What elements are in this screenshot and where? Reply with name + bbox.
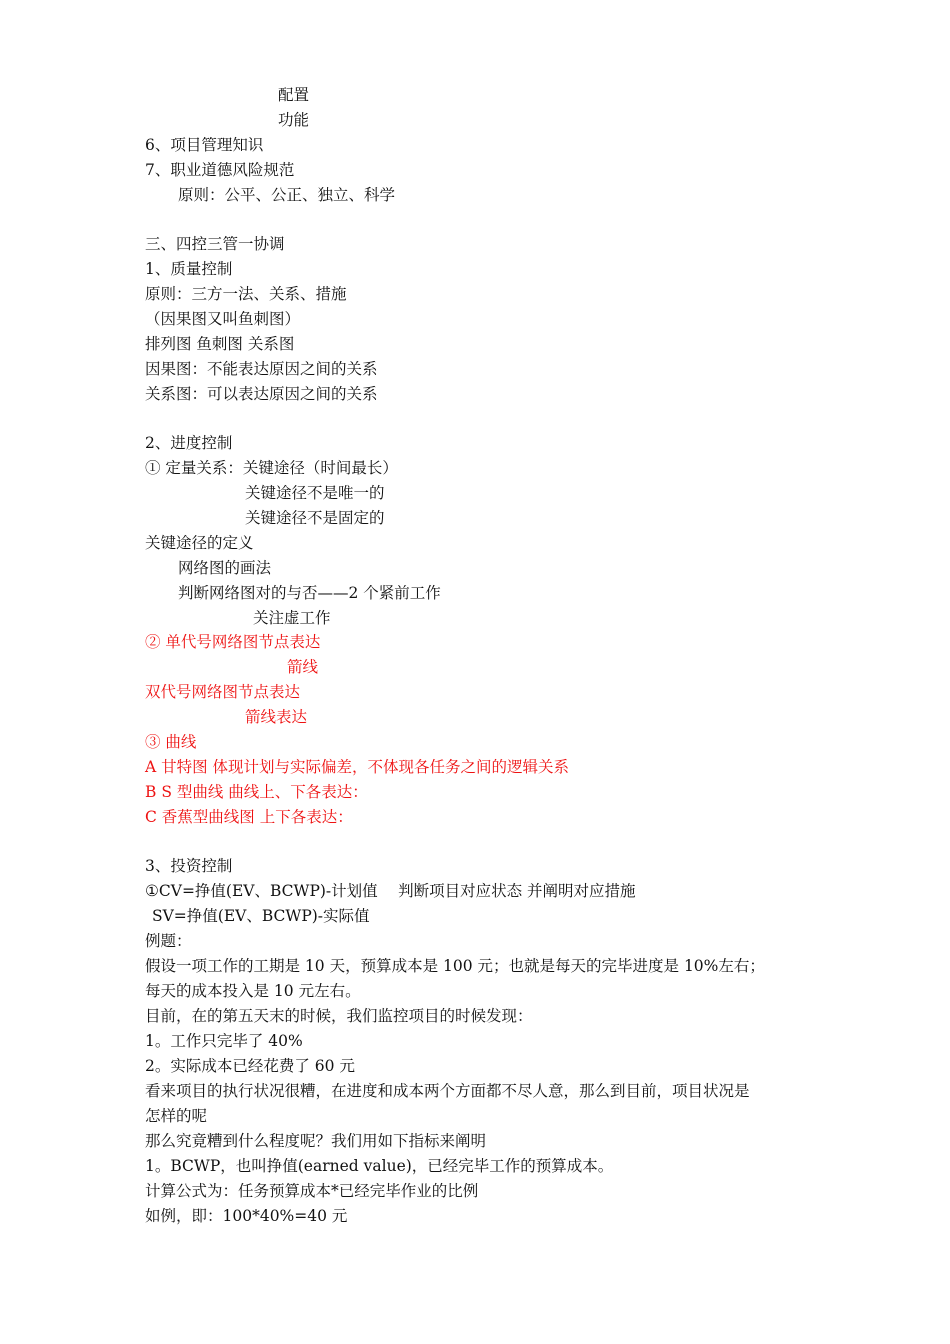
text-line: 关键途径不是唯一的 [245,484,385,502]
text-line: 2、进度控制 [145,434,233,452]
text-line: 排列图 鱼刺图 关系图 [145,335,295,353]
text-line: 怎样的呢 [145,1107,208,1125]
text-line: 因果图：不能表达原因之间的关系 [145,360,378,378]
text-line-highlight: 双代号网络图节点表达 [145,683,301,701]
text-line-highlight: 箭线表达 [245,708,308,726]
text-line: 3、投资控制 [145,857,233,875]
text-line: 网络图的画法 [178,559,272,577]
text-line: ①CV=挣值(EV、BCWP)-计划值 判断项目对应状态 并阐明对应措施 [145,882,636,900]
text-line: 1、质量控制 [145,260,233,278]
text-line: 关键途径不是固定的 [245,509,385,527]
text-line: 原则：三方一法、关系、措施 [145,285,347,303]
text-line: 每天的成本投入是 10 元左右。 [145,982,361,1000]
text-line-highlight: 箭线 [287,658,319,676]
text-line: 假设一项工作的工期是 10 天，预算成本是 100 元；也就是每天的完毕进度是 10%左右； [145,957,765,975]
text-line: 判断网络图对的与否——2 个紧前工作 [178,584,441,602]
text-line: ① 定量关系：关键途径（时间最长） [145,459,398,477]
text-line: 关键途径的定义 [145,534,254,552]
text-line: 目前，在的第五天末的时候，我们监控项目的时候发现： [145,1007,533,1025]
text-line: 7、职业道德风险规范 [145,161,295,179]
text-line: 计算公式为：任务预算成本*已经完毕作业的比例 [145,1182,479,1200]
section-heading: 三、四控三管一协调 [145,235,285,253]
text-line: 看来项目的执行状况很糟，在进度和成本两个方面都不尽人意，那么到目前，项目状况是 [145,1082,750,1100]
text-line-highlight: ③ 曲线 [145,733,197,751]
text-line: 关注虚工作 [253,609,331,627]
text-line: 例题： [145,932,192,950]
text-line: 配置 [278,86,310,104]
text-line-highlight: C 香蕉型曲线图 上下各表达： [145,808,353,826]
text-line: 功能 [278,111,310,129]
text-line: 关系图：可以表达原因之间的关系 [145,385,378,403]
text-line: （因果图又叫鱼刺图） [145,310,301,328]
text-line: 2。实际成本已经花费了 60 元 [145,1057,355,1075]
text-line: SV=挣值(EV、BCWP)-实际值 [152,907,370,925]
text-line: 那么究竟糟到什么程度呢？我们用如下指标来阐明 [145,1132,487,1150]
text-line: 如例，即：100*40%=40 元 [145,1207,348,1225]
text-line-highlight: B S 型曲线 曲线上、下各表达： [145,783,368,801]
text-line: 1。BCWP，也叫挣值(earned value)，已经完毕工作的预算成本。 [145,1157,614,1175]
text-line: 1。工作只完毕了 40% [145,1032,303,1050]
text-line: 原则：公平、公正、独立、科学 [178,186,396,204]
text-line-highlight: ② 单代号网络图节点表达 [145,633,321,651]
text-line-highlight: A 甘特图 体现计划与实际偏差，不体现各任务之间的逻辑关系 [145,758,570,776]
text-line: 6、项目管理知识 [145,136,264,154]
